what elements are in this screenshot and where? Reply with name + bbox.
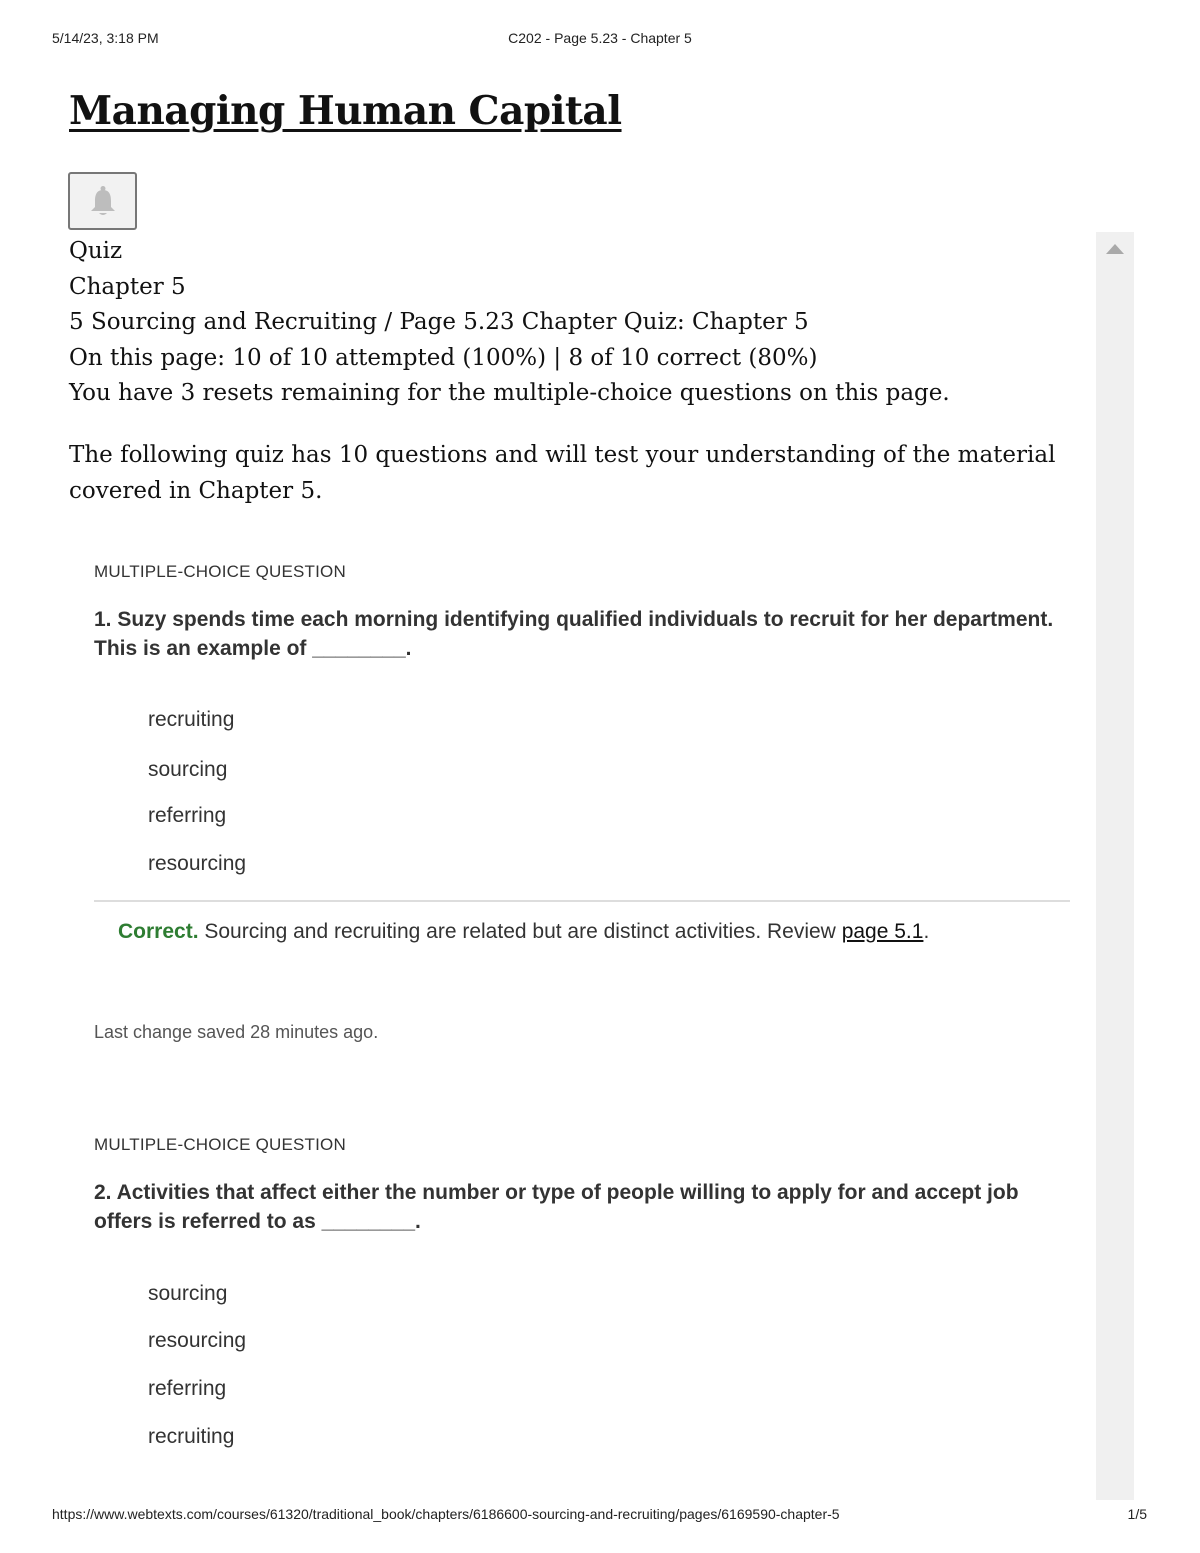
question-type: MULTIPLE-CHOICE QUESTION xyxy=(94,562,346,581)
site-title[interactable]: Managing Human Capital xyxy=(69,88,622,134)
question-text: 2. Activities that affect either the number or type of people willing to apply for and accept job offers is referred to as ________. xyxy=(94,1181,1019,1233)
feedback-message: Sourcing and recruiting are related but are distinct activities. Review xyxy=(198,920,842,943)
answer-option[interactable]: resourcing xyxy=(148,852,247,875)
answer-option[interactable]: referring xyxy=(148,804,227,827)
print-document-title: C202 - Page 5.23 - Chapter 5 xyxy=(508,30,692,46)
review-page-link[interactable]: page 5.1 xyxy=(841,920,924,943)
print-page-number: 1/5 xyxy=(1127,1506,1147,1522)
chapter-label: Chapter 5 xyxy=(69,273,186,300)
question-text: 1. Suzy spends time each morning identifying qualified individuals to recruit for her department. This is an example of ________. xyxy=(94,608,1054,660)
print-url: https://www.webtexts.com/courses/61320/traditional_book/chapters/6186600-sourcing-and-recruiting/pages/6169590-chapter-5 xyxy=(52,1506,840,1522)
answer-option[interactable]: resourcing xyxy=(148,1329,247,1352)
notifications-button[interactable] xyxy=(68,172,137,230)
question-1-feedback xyxy=(118,920,929,944)
question-type: MULTIPLE-CHOICE QUESTION xyxy=(94,1135,346,1154)
question-2 xyxy=(94,1135,1084,1448)
scroll-up-icon[interactable] xyxy=(1106,244,1124,254)
vertical-scrollbar[interactable] xyxy=(1096,232,1134,1500)
answer-option[interactable]: recruiting xyxy=(148,708,235,731)
quiz-intro: The following quiz has 10 questions and will test your understanding of the material covered in Chapter 5. xyxy=(69,442,1056,504)
answer-option[interactable]: sourcing xyxy=(148,1282,228,1305)
quiz-progress: On this page: 10 of 10 attempted (100%) | 8 of 10 correct (80%) xyxy=(69,344,818,371)
quiz-label: Quiz xyxy=(69,238,123,264)
answer-option[interactable]: recruiting xyxy=(148,1425,235,1448)
print-footer xyxy=(0,1506,1200,1526)
answer-option[interactable]: sourcing xyxy=(148,758,228,781)
question-1 xyxy=(94,562,1084,875)
bell-icon xyxy=(88,185,118,217)
feedback-end: . xyxy=(923,920,930,943)
print-datetime: 5/14/23, 3:18 PM xyxy=(52,30,159,46)
breadcrumb: 5 Sourcing and Recruiting / Page 5.23 Chapter Quiz: Chapter 5 xyxy=(69,309,809,336)
feedback-divider xyxy=(94,900,1070,902)
resets-remaining: You have 3 resets remaining for the multiple-choice questions on this page. xyxy=(69,380,950,407)
print-header xyxy=(0,30,1200,50)
feedback-status: Correct. xyxy=(118,920,199,943)
answer-option[interactable]: referring xyxy=(148,1377,227,1400)
quiz-info xyxy=(69,234,1089,412)
last-saved-status: Last change saved 28 minutes ago. xyxy=(94,1022,379,1042)
